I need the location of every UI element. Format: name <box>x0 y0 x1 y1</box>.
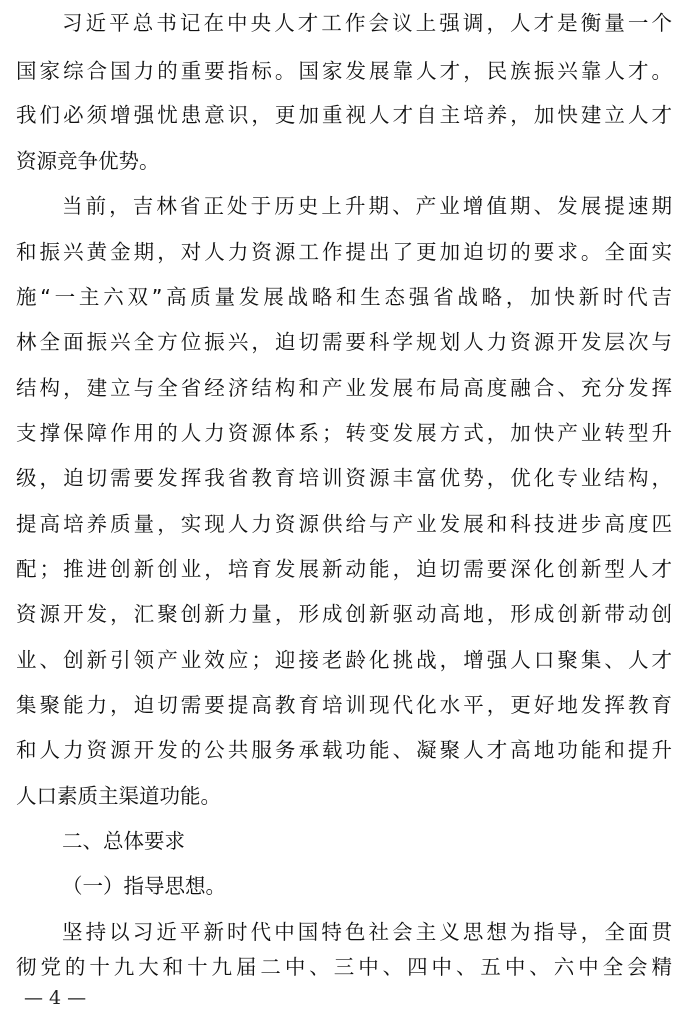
paragraph-2-line-10: 资源开发，汇聚创新力量，形成创新驱动高地，形成创新带动创 <box>16 602 672 626</box>
paragraph-2-line-3: 施“一主六双”高质量发展战略和生态强省战略，加快新时代吉 <box>16 285 672 309</box>
paragraph-2-line-8: 提高培养质量，实现人力资源供给与产业发展和科技进步高度匹 <box>16 512 672 536</box>
section-heading: 二、总体要求 <box>62 829 185 853</box>
paragraph-1-line-1: 习近平总书记在中央人才工作会议上强调，人才是衡量一个 <box>62 11 672 35</box>
paragraph-1-line-2: 国家综合国力的重要指标。国家发展靠人才，民族振兴靠人才。 <box>16 59 672 83</box>
paragraph-1-line-4: 资源竞争优势。 <box>16 149 160 173</box>
paragraph-2-line-6: 支撑保障作用的人力资源体系；转变发展方式，加快产业转型升 <box>16 421 672 445</box>
paragraph-2-line-13: 和人力资源开发的公共服务承载功能、凝聚人才高地功能和提升 <box>16 738 672 762</box>
paragraph-2-line-12: 集聚能力，迫切需要提高教育培训现代化水平，更好地发挥教育 <box>16 693 672 717</box>
paragraph-2-line-14: 人口素质主渠道功能。 <box>16 784 221 808</box>
paragraph-2-line-9: 配；推进创新创业，培育发展新动能，迫切需要深化创新型人才 <box>16 557 672 581</box>
paragraph-3-line-2: 彻党的十九大和十九届二中、三中、四中、五中、六中全会精 <box>16 955 672 979</box>
paragraph-2-line-1: 当前，吉林省正处于历史上升期、产业增值期、发展提速期 <box>62 194 672 218</box>
paragraph-3-line-1: 坚持以习近平新时代中国特色社会主义思想为指导，全面贯 <box>62 920 672 944</box>
paragraph-1-line-3: 我们必须增强忧患意识，更加重视人才自主培养，加快建立人才 <box>16 103 672 127</box>
subsection-heading: （一）指导思想。 <box>62 874 226 898</box>
paragraph-2-line-2: 和振兴黄金期，对人力资源工作提出了更加迫切的要求。全面实 <box>16 240 672 264</box>
paragraph-2-line-4: 林全面振兴全方位振兴，迫切需要科学规划人力资源开发层次与 <box>16 330 672 354</box>
paragraph-2-line-7: 级，迫切需要发挥我省教育培训资源丰富优势，优化专业结构， <box>16 466 672 490</box>
page-number: — 4 — <box>24 987 87 1009</box>
paragraph-2-line-11: 业、创新引领产业效应；迎接老龄化挑战，增强人口聚集、人才 <box>16 648 672 672</box>
paragraph-2-line-5: 结构，建立与全省经济结构和产业发展布局高度融合、充分发挥 <box>16 376 672 400</box>
